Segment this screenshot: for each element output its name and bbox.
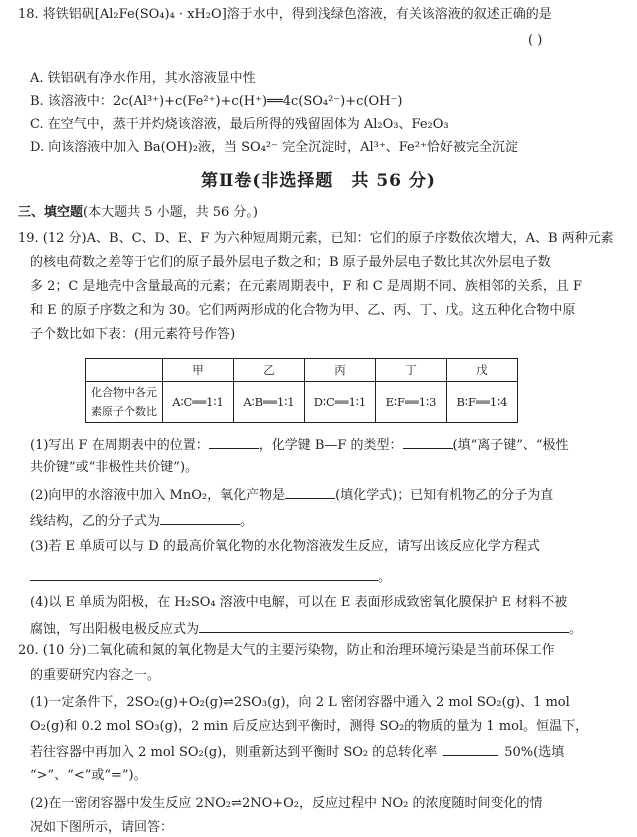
table-header-cell: 甲 bbox=[163, 359, 234, 382]
section-title: 第Ⅱ卷(非选择题 共 56 分) bbox=[201, 171, 436, 191]
table-cell: D∶C══1∶1 bbox=[305, 382, 376, 423]
option-d: D. 向该溶液中加入 Ba(OH)₂液，当 SO₄²⁻ 完全沉淀时，Al³⁺、Fe²⁺恰好被完全沉淀 bbox=[30, 140, 518, 155]
q20-line bbox=[30, 742, 564, 762]
section3-label: 三、填空题 bbox=[18, 205, 84, 220]
text: 50%(选填 bbox=[504, 745, 565, 760]
answer-blank[interactable] bbox=[285, 485, 335, 499]
q19-part2 bbox=[30, 485, 553, 505]
answer-blank[interactable] bbox=[443, 742, 498, 756]
option-c: C. 在空气中，蒸干并灼烧该溶液，最后所得的残留固体为 Al₂O₃、Fe₂O₃ bbox=[30, 117, 449, 132]
q20-line: 况如下图所示，请回答： bbox=[30, 820, 174, 835]
option-b: B. 该溶液中：2c(Al³⁺)+c(Fe²⁺)+c(H⁺)══4c(SO₄²⁻)+c(OH⁻) bbox=[30, 94, 403, 109]
text: (2)向甲的水溶液中加入 MnO₂，氧化产物是 bbox=[30, 488, 286, 503]
option-a: A. 铁铝矾有净水作用，其水溶液显中性 bbox=[30, 71, 256, 86]
answer-paren: ( ) bbox=[528, 33, 543, 48]
row-label-line: 素原子个数比 bbox=[91, 405, 157, 418]
table-row bbox=[86, 382, 518, 423]
ratio-table bbox=[85, 358, 518, 423]
q19-part1 bbox=[30, 435, 569, 455]
row-label-line: 化合物中各元 bbox=[91, 386, 157, 399]
q19-line: 19. (12 分)A、B、C、D、E、F 为六种短周期元素，已知：它们的原子序数依次增大，A、B 两种元素 bbox=[18, 231, 614, 246]
q20-line: (2)在一密闭容器中发生反应 2NO₂⇌2NO+O₂，反应过程中 NO₂ 的浓度随时间变化的情 bbox=[30, 796, 543, 811]
table-header-row bbox=[86, 359, 518, 382]
q19-line: 的核电荷数之差等于它们的原子最外层电子数之和；B 原子最外层电子数比其次外层电子数 bbox=[30, 255, 551, 270]
table-header-cell: 戊 bbox=[447, 359, 518, 382]
answer-blank[interactable] bbox=[403, 435, 453, 449]
text: 。 bbox=[569, 622, 583, 637]
text: 。 bbox=[378, 570, 392, 585]
text: ，化学键 B—F 的类型： bbox=[258, 438, 403, 453]
table-header-cell: 丙 bbox=[305, 359, 376, 382]
q18-stem: 18. 将铁铝矾[Al₂Fe(SO₄)₄ · xH₂O]溶于水中，得到浅绿色溶液，有关该溶液的叙述正确的是 bbox=[18, 7, 552, 22]
q19-part1-cont: 共价键”或“非极性共价键”)。 bbox=[30, 460, 199, 475]
q20-line: “>”、“<”或“=”)。 bbox=[30, 768, 147, 783]
text: 腐蚀，写出阳极电极反应式为 bbox=[30, 622, 200, 637]
q20-line: 的重要研究内容之一。 bbox=[30, 668, 161, 683]
q19-part3-answer bbox=[30, 567, 391, 587]
section3-note: (本大题共 5 小题，共 56 分。) bbox=[83, 205, 259, 220]
q20-line: O₂(g)和 0.2 mol SO₃(g)，2 min 后反应达到平衡时，测得 SO₂的物质的量为 1 mol。恒温下， bbox=[30, 719, 589, 734]
row-label bbox=[86, 382, 163, 423]
answer-blank[interactable] bbox=[30, 567, 378, 581]
text: 若往容器中再加入 2 mol SO₂(g)，则重新达到平衡时 SO₂ 的总转化率 bbox=[30, 745, 438, 760]
text: (填化学式)；已知有机物乙的分子为直 bbox=[335, 488, 554, 503]
text: (填“离子键”、“极性 bbox=[452, 438, 569, 453]
table-cell: B∶F══1∶4 bbox=[447, 382, 518, 423]
q20-line: (1)一定条件下，2SO₂(g)+O₂(g)⇌2SO₃(g)，向 2 L 密闭容器中通入 2 mol SO₂(g)、1 mol bbox=[30, 695, 570, 710]
table-header-cell: 丁 bbox=[376, 359, 447, 382]
table-header-cell: 乙 bbox=[234, 359, 305, 382]
table-cell: A∶C══1∶1 bbox=[163, 382, 234, 423]
answer-blank[interactable] bbox=[160, 511, 240, 525]
text: 线结构，乙的分子式为 bbox=[30, 514, 161, 529]
q19-line: 多 2；C 是地壳中含量最高的元素；在元素周期表中，F 和 C 是周期不同、族相邻的关系，且 F bbox=[30, 279, 582, 294]
text: (1)写出 F 在周期表中的位置： bbox=[30, 438, 209, 453]
q19-part4-cont bbox=[30, 619, 582, 639]
answer-blank[interactable] bbox=[199, 619, 569, 633]
q19-line: 和 E 的原子序数之和为 30。它们两两形成的化合物为甲、乙、丙、丁、戊。这五种化合物中原 bbox=[30, 303, 576, 318]
q19-part4: (4)以 E 单质为阳极，在 H₂SO₄ 溶液中电解，可以在 E 表面形成致密氧化膜保护 E 材料不被 bbox=[30, 595, 568, 610]
answer-blank[interactable] bbox=[209, 435, 259, 449]
table-cell: A∶B══1∶1 bbox=[234, 382, 305, 423]
q19-part3: (3)若 E 单质可以与 D 的最高价氧化物的水化物溶液发生反应，请写出该反应化学方程式 bbox=[30, 539, 540, 554]
q19-line: 子个数比如下表：(用元素符号作答) bbox=[30, 327, 236, 342]
section3-heading bbox=[18, 204, 258, 222]
table-cell: E∶F══1∶3 bbox=[376, 382, 447, 423]
table-header-cell bbox=[86, 359, 163, 382]
text: 。 bbox=[240, 514, 254, 529]
q19-part2-cont bbox=[30, 511, 253, 531]
q20-line: 20. (10 分)二氧化硫和氮的氧化物是大气的主要污染物，防止和治理环境污染是当前环保工作 bbox=[18, 643, 555, 658]
